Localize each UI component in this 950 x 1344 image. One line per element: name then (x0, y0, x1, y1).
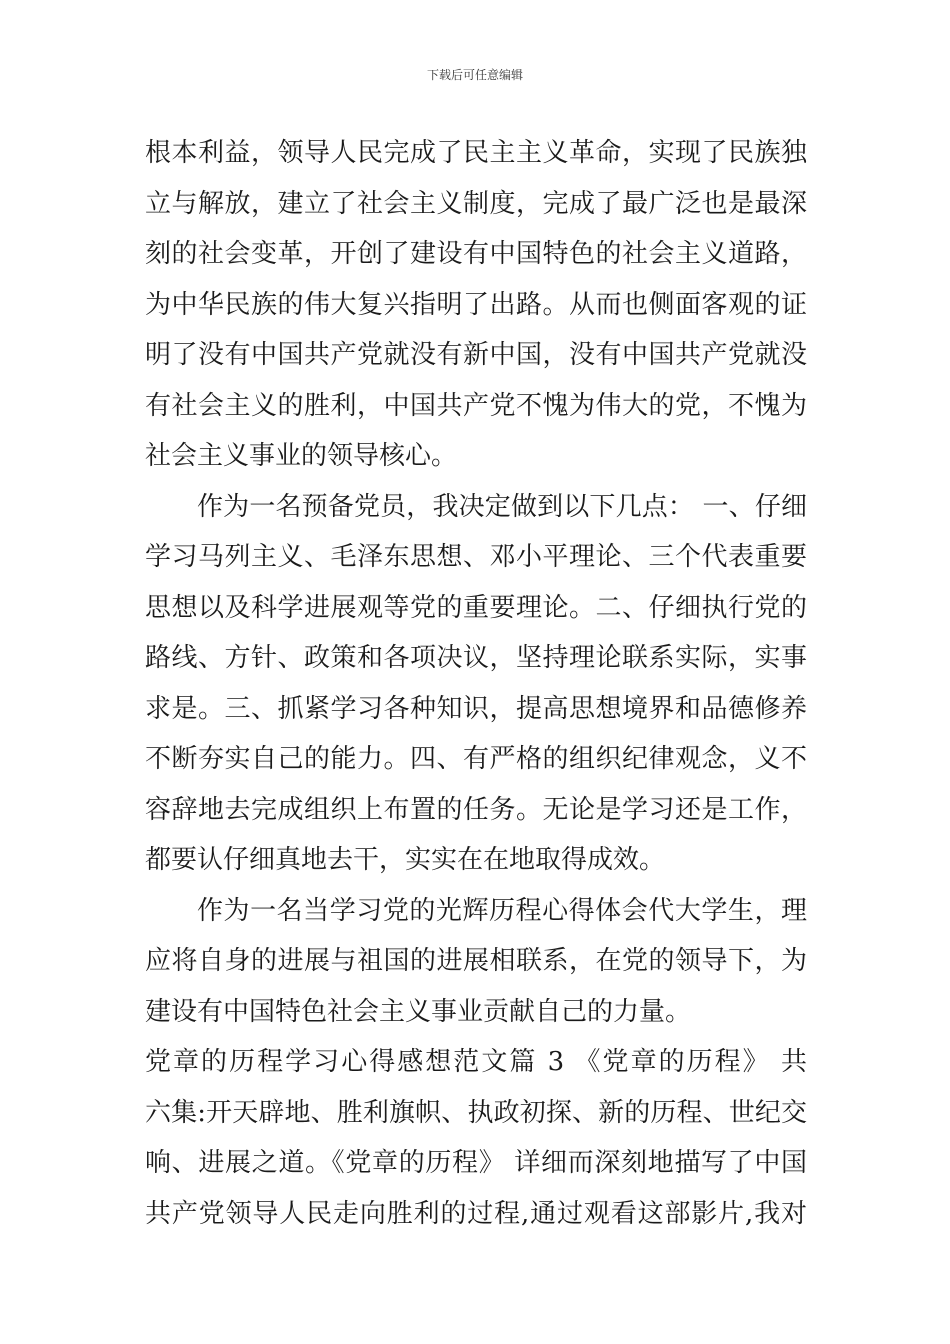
text-line: 响、进展之道。《党章的历程》 详细而深刻地描写了中国 (145, 1148, 807, 1178)
text-line: 社会主义事业的领导核心。 (145, 441, 458, 471)
text-line: 学习马列主义、毛泽东思想、邓小平理论、三个代表重要 (145, 542, 807, 572)
section-heading-line: 党章的历程学习心得感想范文篇 3 《党章的历程》 共 (145, 1047, 807, 1077)
text-line: 刻的社会变革，开创了建设有中国特色的社会主义道路， (145, 239, 807, 269)
text-line: 应将自身的进展与祖国的进展相联系，在党的领导下，为 (145, 946, 807, 976)
text-line: 有社会主义的胜利，中国共产党不愧为伟大的党，不愧为 (145, 390, 807, 421)
text-line: 容辞地去完成组织上布置的任务。无论是学习还是工作， (145, 794, 807, 825)
text-line: 思想以及科学进展观等党的重要理论。二、仔细执行党的 (145, 592, 807, 623)
document-body (145, 128, 807, 1239)
paragraph-first-line: 作为一名预备党员，我决定做到以下几点： 一、仔细 (197, 491, 807, 522)
text-line: 立与解放，建立了社会主义制度，完成了最广泛也是最深 (145, 188, 807, 219)
text-line: 建设有中国特色社会主义事业贡献自己的力量。 (145, 996, 692, 1027)
paragraph-first-line: 作为一名当学习党的光辉历程心得体会代大学生，理 (197, 895, 807, 926)
page-header: 下载后可任意编辑 (426, 68, 523, 82)
text-line: 路线、方针、政策和各项决议，坚持理论联系实际，实事 (145, 643, 807, 673)
text-line: 共产党领导人民走向胜利的过程,通过观看这部影片,我对 (145, 1198, 807, 1229)
text-line: 六集:开天辟地、胜利旗帜、执政初探、新的历程、世纪交 (145, 1097, 807, 1128)
text-line: 为中华民族的伟大复兴指明了出路。从而也侧面客观的证 (145, 289, 807, 320)
text-line: 都要认仔细真地去干，实实在在地取得成效。 (145, 845, 666, 875)
text-line: 根本利益，领导人民完成了民主主义革命，实现了民族独 (145, 138, 807, 168)
text-line: 求是。三、抓紧学习各种知识，提高思想境界和品德修养 (145, 693, 807, 724)
text-line: 不断夯实自己的能力。四、有严格的组织纪律观念，义不 (145, 744, 807, 774)
text-line: 明了没有中国共产党就没有新中国，没有中国共产党就没 (145, 340, 807, 370)
